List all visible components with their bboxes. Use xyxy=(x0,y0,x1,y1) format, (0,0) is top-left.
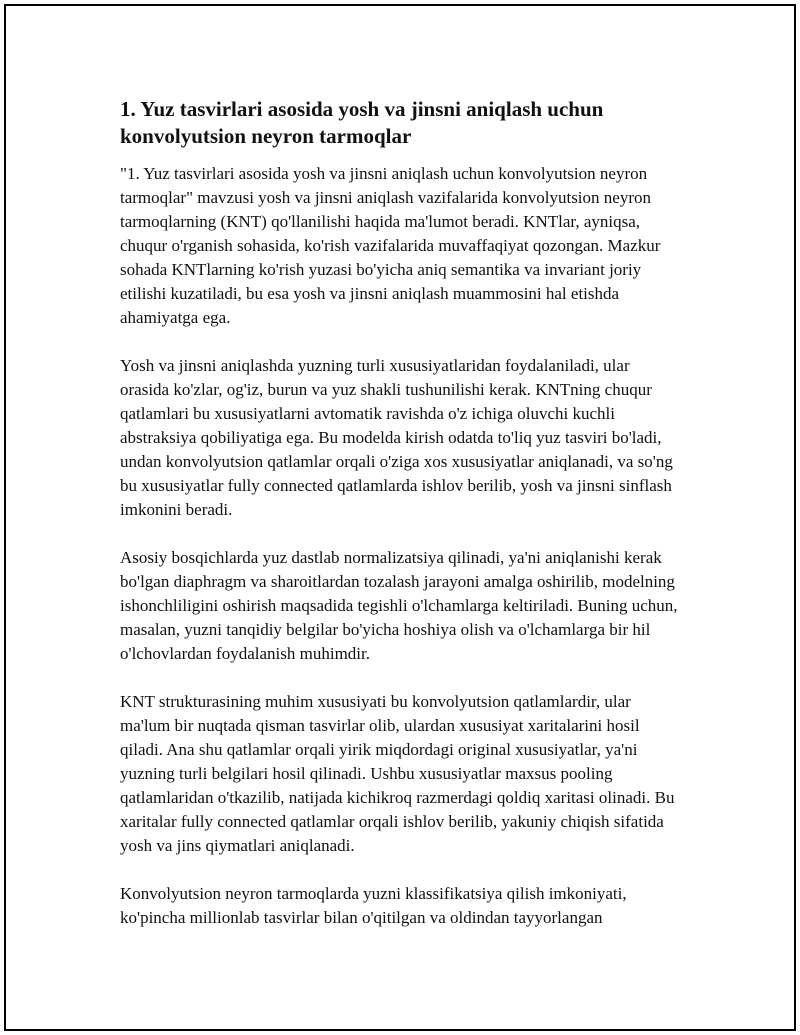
document-title: 1. Yuz tasvirlari asosida yosh va jinsni aniqlash uchun konvolyutsion neyron tarmoqlar xyxy=(120,97,604,148)
paragraph: KNT strukturasining muhim xususiyati bu konvolyutsion qatlamlardir, ular ma'lum bir nuqtada qisman tasvirlar olib, ulardan xususiyat xaritalarini hosil qiladi. Ana shu qatlamlar orqali yirik miqdordagi original xususiyatlar, ya'ni yuzning turli belgilari hosil qilinadi. Ushbu xususiyatlar maxsus pooling qatlamlaridan o'tkazilib, natijada kichikroq razmerdagi qoldiq xaritasi olinadi. Bu xaritalar fully connected qatlamlar orqali ishlov berilib, yakuniy chiqish sifatida yosh va jins qiymatlari aniqlanadi. xyxy=(120,692,675,855)
paragraph: Yosh va jinsni aniqlashda yuzning turli xususiyatlaridan foydalaniladi, ular orasida ko'zlar, og'iz, burun va yuz shakli tushunilishi kerak. KNTning chuqur qatlamlari bu xususiyatlarni avtomatik ravishda o'z ichiga oluvchi kuchli abstraksiya qobiliyatiga ega. Bu modelda kirish odatda to'liq yuz tasviri bo'ladi, undan konvolyutsion qatlamlar orqali o'ziga xos xususiyatlar aniqlanadi, va so'ng bu xususiyatlar fully connected qatlamlarda ishlov berilib, yosh va jinsni sinflash imkonini beradi. xyxy=(120,356,673,519)
paragraph: "1. Yuz tasvirlari asosida yosh va jinsni aniqlash uchun konvolyutsion neyron tarmoqlar" mavzusi yosh va jinsni aniqlash vazifalarida konvolyutsion neyron tarmoqlarning (KNT) qo'llanilishi haqida ma'lumot beradi. KNTlar, ayniqsa, chuqur o'rganish sohasida, ko'rish vazifalarida muvaffaqiyat qozongan. Mazkur sohada KNTlarning ko'rish yuzasi bo'yicha aniq semantika va invariant joriy etilishi kuzatiladi, bu esa yosh va jinsni aniqlash muammosini hal etishda ahamiyatga ega. xyxy=(120,164,661,327)
paragraph: Konvolyutsion neyron tarmoqlarda yuzni klassifikatsiya qilish imkoniyati, ko'pincha millionlab tasvirlar bilan o'qitilgan va oldindan tayyorlangan xyxy=(120,884,627,927)
document-body xyxy=(120,96,680,954)
page-frame xyxy=(4,4,796,1031)
paragraph: Asosiy bosqichlarda yuz dastlab normalizatsiya qilinadi, ya'ni aniqlanishi kerak bo'lgan diaphragm va sharoitlardan tozalash jarayoni amalga oshirilib, modelning ishonchliligini oshirish maqsadida tegishli o'lchamlarga keltiriladi. Buning uchun, masalan, yuzni tanqidiy belgilar bo'yicha hoshiya olish va o'lchamlarga bir hil o'lchovlardan foydalanish muhimdir. xyxy=(120,548,678,663)
